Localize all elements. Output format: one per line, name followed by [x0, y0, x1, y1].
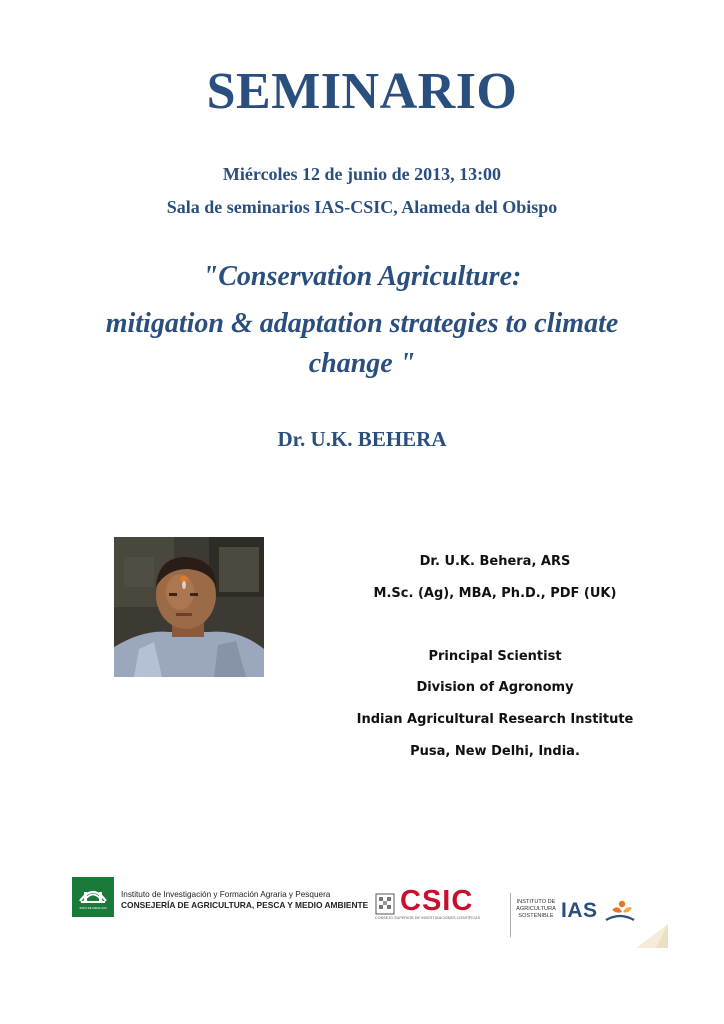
bio-spacer: [340, 609, 650, 641]
bio-division: Division of Agronomy: [416, 680, 574, 696]
page-corner-fold: [636, 924, 668, 948]
ias-small-line-1: INSTITUTO DE: [516, 899, 556, 905]
speaker-portrait-icon: [114, 537, 264, 677]
csic-crest-icon: [374, 892, 396, 918]
ias-name: IAS: [561, 899, 598, 922]
speaker-bio: [340, 546, 650, 767]
corner-fold-icon: [636, 924, 668, 948]
talk-title-line-3: change ": [308, 348, 416, 379]
junta-logo-caption: JUNTA DE ANDALUCIA: [79, 907, 107, 910]
talk-title-line-2: mitigation & adaptation strategies to climate: [105, 308, 619, 339]
bio-degrees: M.Sc. (Ag), MBA, Ph.D., PDF (UK): [373, 585, 617, 601]
csic-crest: [374, 892, 396, 918]
bio-location: Pusa, New Delhi, India.: [410, 743, 580, 759]
talk-title: [40, 254, 684, 384]
talk-title-line-1: "Conservation Agriculture:: [202, 261, 522, 292]
seminar-title: SEMINARIO: [206, 63, 518, 120]
date-line: Miércoles 12 de junio de 2013, 13:00: [222, 164, 502, 184]
speaker-name: Dr. U.K. BEHERA: [277, 427, 447, 451]
csic-subtitle: CONSEJO SUPERIOR DE INVESTIGACIONES CIENTÍFICAS: [375, 916, 481, 920]
ias-divider: [510, 893, 511, 937]
junta-text: [121, 889, 368, 911]
junta-line-1: Instituto de Investigación y Formación Agraria y Pesquera: [121, 890, 331, 899]
ias-small-line-2: AGRICULTURA: [516, 906, 556, 913]
csic-name: CSIC: [400, 885, 474, 917]
bio-name: Dr. U.K. Behera, ARS: [419, 554, 571, 569]
junta-line-2: CONSEJERÍA DE AGRICULTURA, PESCA Y MEDIO AMBIENTE: [121, 900, 369, 910]
junta-emblem-icon: [72, 877, 114, 917]
ias-sprout-icon: [600, 896, 638, 926]
bio-position: Principal Scientist: [428, 648, 562, 664]
bio-institute: Indian Agricultural Research Institute: [356, 711, 634, 727]
ias-small-text: [514, 899, 558, 921]
venue-line: Sala de seminarios IAS-CSIC, Alameda del Obispo: [166, 197, 558, 217]
speaker-photo: [114, 537, 264, 677]
ias-small-line-3: SOSTENIBLE: [518, 913, 554, 920]
ias-sprout-logo: [600, 896, 638, 926]
junta-andalucia-logo: [72, 877, 114, 917]
